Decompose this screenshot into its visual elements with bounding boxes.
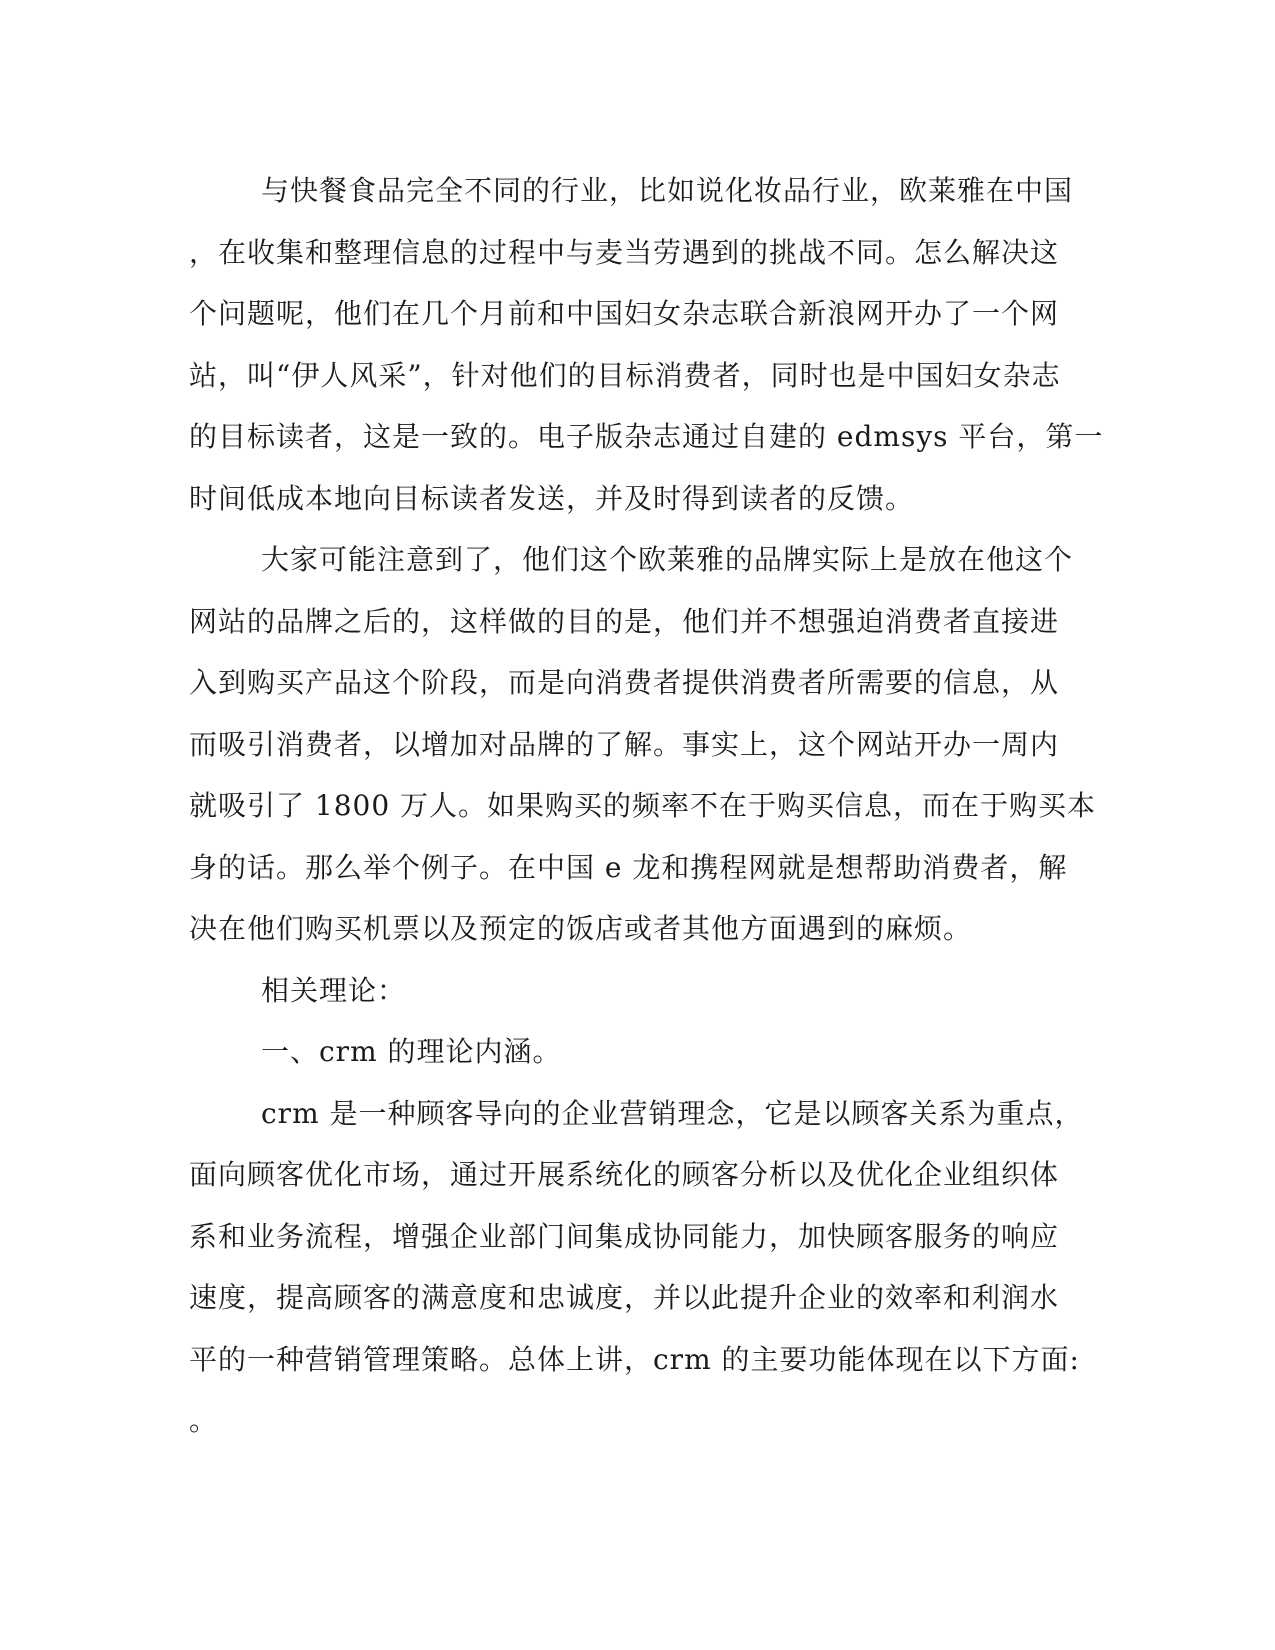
text-line: 面向顾客优化市场，通过开展系统化的顾客分析以及优化企业组织体 [189, 1158, 1060, 1191]
text-line: 时间低成本地向目标读者发送，并及时得到读者的反馈。 [189, 481, 915, 515]
text-line: 平的一种营销管理策略。总体上讲，crm 的主要功能体现在以下方面: [189, 1342, 1080, 1376]
text-line: crm 是一种顾客导向的企业营销理念，它是以顾客关系为重点， [261, 1096, 1084, 1130]
text-line: 系和业务流程，增强企业部门间集成协同能力，加快顾客服务的响应 [189, 1219, 1060, 1253]
text-line: ，在收集和整理信息的过程中与麦当劳遇到的挑战不同。怎么解决这 [189, 235, 1060, 269]
text-line: 站，叫“伊人风采”，针对他们的目标消费者，同时也是中国妇女杂志 [189, 358, 1061, 392]
text-line: 。 [189, 1404, 219, 1437]
section-heading: 一、crm 的理论内涵。 [261, 1035, 562, 1068]
text-line: 身的话。那么举个例子。在中国 e 龙和携程网就是想帮助消费者，解 [189, 850, 1068, 884]
section-label: 相关理论： [261, 973, 407, 1007]
text-line: 与快餐食品完全不同的行业，比如说化妆品行业，欧莱雅在中国 [261, 174, 1074, 207]
text-line: 的目标读者，这是一致的。电子版杂志通过自建的 edmsys 平台，第一 [189, 420, 1104, 453]
text-line: 决在他们购买机票以及预定的饭店或者其他方面遇到的麻烦。 [189, 912, 973, 945]
text-line: 入到购买产品这个阶段，而是向消费者提供消费者所需要的信息，从 [189, 666, 1060, 699]
text-line: 速度，提高顾客的满意度和忠诚度，并以此提升企业的效率和利润水 [189, 1281, 1060, 1314]
document-body [189, 160, 1104, 1452]
text-line: 就吸引了 1800 万人。如果购买的频率不在于购买信息，而在于购买本 [189, 789, 1097, 822]
text-line: 网站的品牌之后的，这样做的目的是，他们并不想强迫消费者直接进 [189, 604, 1060, 638]
text-line: 大家可能注意到了，他们这个欧莱雅的品牌实际上是放在他这个 [261, 543, 1074, 576]
text-line: 个问题呢，他们在几个月前和中国妇女杂志联合新浪网开办了一个网 [189, 297, 1060, 330]
text-line: 而吸引消费者，以增加对品牌的了解。事实上，这个网站开办一周内 [189, 727, 1060, 761]
